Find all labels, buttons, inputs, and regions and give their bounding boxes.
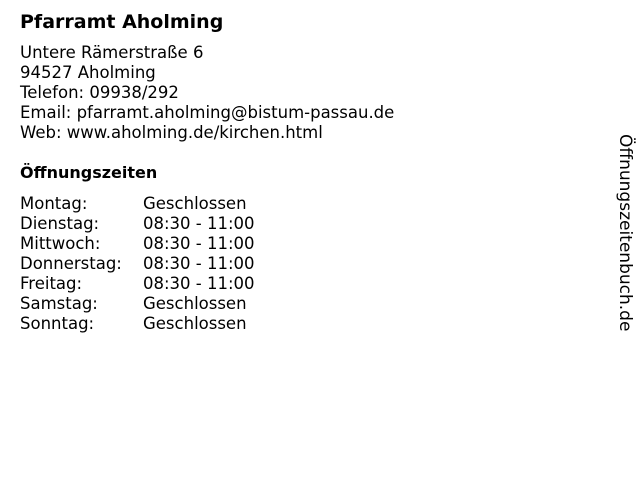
day-label: Sonntag: [20, 314, 95, 333]
time-value: 08:30 - 11:00 [143, 214, 255, 233]
time-value: Geschlossen [143, 314, 247, 333]
day-label: Freitag: [20, 274, 83, 293]
day-label: Samstag: [20, 294, 98, 313]
time-value: Geschlossen [143, 294, 247, 313]
time-value: Geschlossen [143, 194, 247, 213]
time-value: 08:30 - 11:00 [143, 254, 255, 273]
time-value: 08:30 - 11:00 [143, 234, 255, 253]
day-label: Mittwoch: [20, 234, 101, 253]
city-postal: 94527 Aholming [20, 63, 156, 82]
street-address: Untere Rämerstraße 6 [20, 43, 204, 62]
email-address: Email: pfarramt.aholming@bistum-passau.de [20, 103, 395, 122]
opening-hours-heading: Öffnungszeiten [20, 163, 158, 182]
day-label: Dienstag: [20, 214, 100, 233]
site-watermark: Öffnungszeitenbuch.de [615, 134, 635, 332]
phone-number: Telefon: 09938/292 [20, 83, 179, 102]
website-url: Web: www.aholming.de/kirchen.html [20, 123, 323, 142]
day-label: Donnerstag: [20, 254, 122, 273]
page-title: Pfarramt Aholming [20, 11, 224, 33]
time-value: 08:30 - 11:00 [143, 274, 255, 293]
address-block [20, 43, 394, 143]
day-label: Montag: [20, 194, 88, 213]
